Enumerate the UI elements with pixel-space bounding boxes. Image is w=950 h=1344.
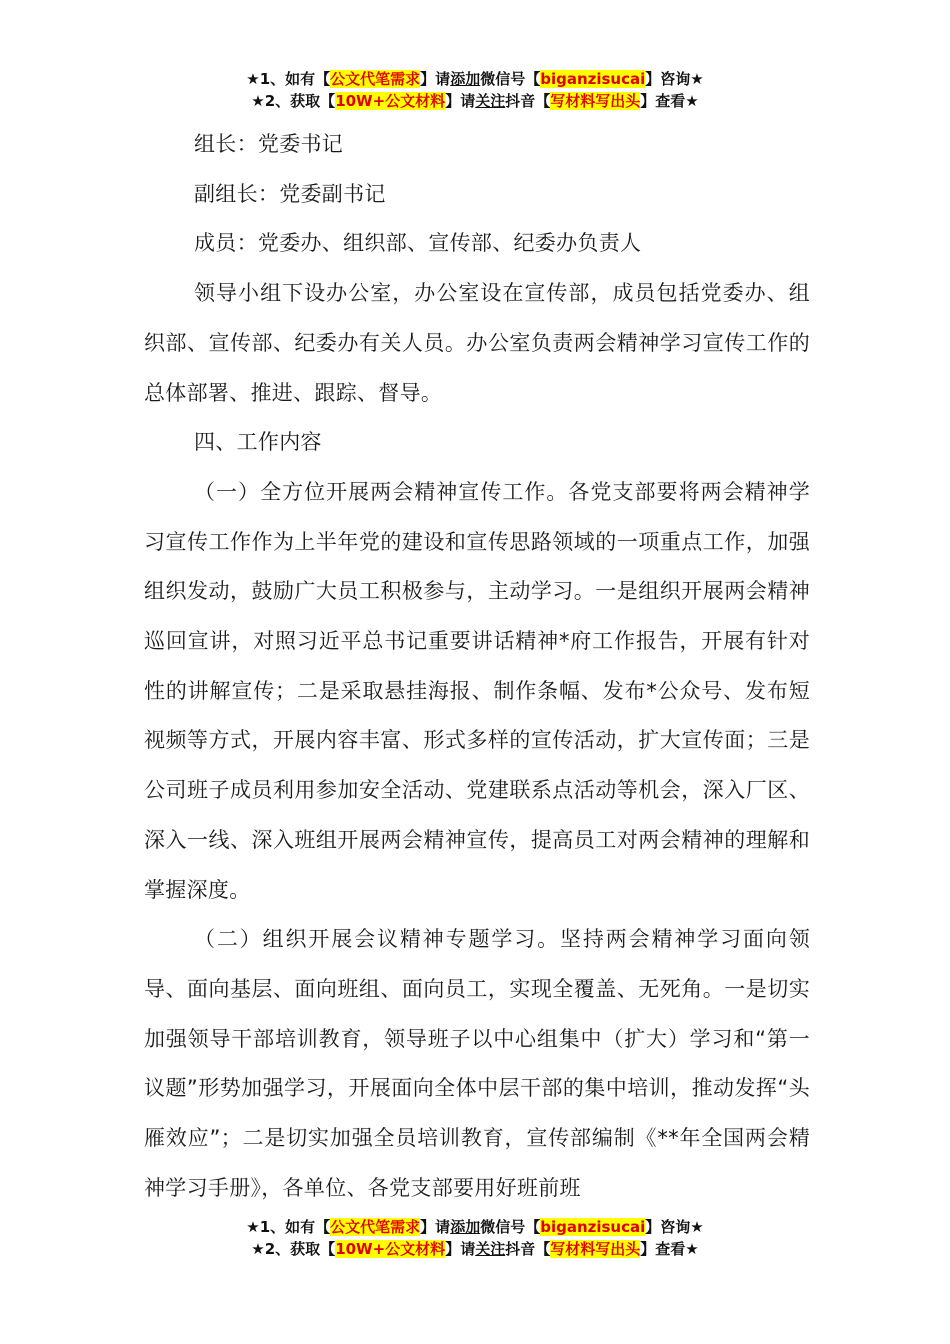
footer-promo (0, 1216, 950, 1260)
paragraph-study: （二）组织开展会议精神专题学习。坚持两会精神学习面向领导、面向基层、面向班组、面向员工，实现全覆盖、无死角。一是切实加强领导干部培训教育，领导班子以中心组集中（扩大）学习和“第一议题”形势加强学习，开展面向全体中层干部的集中培训，推动发挥“头雁效应”；二是切实加强全员培训教育，宣传部编制《**年全国两会精神学习手册》，各单位、各党支部要用好班前班 (144, 927, 810, 1200)
promo-line-2: ★2、获取【10W+公文材料】请关注抖音【写材料写出头】查看★ (251, 1240, 699, 1258)
paragraph-deputy-leader: 副组长：党委副书记 (194, 181, 386, 206)
promo-highlight: 公文代笔需求 (330, 70, 421, 88)
paragraph-office: 领导小组下设办公室，办公室设在宣传部，成员包括党委办、组织部、宣传部、纪委办有关人员。办公室负责两会精神学习宣传工作的总体部署、推进、跟踪、督导。 (144, 281, 810, 405)
header-promo (0, 68, 950, 112)
promo-highlight: 公文代笔需求 (330, 1218, 421, 1236)
promo-douyin-account: 写材料写出头 (550, 1240, 641, 1258)
promo-line-1: ★1、如有【公文代笔需求】请添加微信号【biganzisucai】咨询★ (246, 1218, 704, 1236)
promo-line-2: ★2、获取【10W+公文材料】请关注抖音【写材料写出头】查看★ (251, 92, 699, 110)
promo-wechat-id: biganzisucai (540, 70, 646, 88)
promo-highlight: 10W+公文材料 (335, 92, 446, 110)
paragraph-members: 成员：党委办、组织部、宣传部、纪委办负责人 (194, 231, 642, 256)
promo-highlight: 10W+公文材料 (335, 1240, 446, 1258)
promo-douyin-account: 写材料写出头 (550, 92, 641, 110)
document-body (144, 120, 810, 1213)
promo-wechat-id: biganzisucai (540, 1218, 646, 1236)
promo-line-1: ★1、如有【公文代笔需求】请添加微信号【biganzisucai】咨询★ (246, 70, 704, 88)
paragraph-publicity: （一）全方位开展两会精神宣传工作。各党支部要将两会精神学习宣传工作作为上半年党的建设和宣传思路领域的一项重点工作，加强组织发动，鼓励广大员工积极参与，主动学习。一是组织开展两会精神巡回宣讲，对照习近平总书记重要讲话精神*府工作报告，开展有针对性的讲解宣传；二是采取悬挂海报、制作条幅、发布*公众号、发布短视频等方式，开展内容丰富、形式多样的宣传活动，扩大宣传面；三是公司班子成员利用参加安全活动、党建联系点活动等机会，深入厂区、深入一线、深入班组开展两会精神宣传，提高员工对两会精神的理解和掌握深度。 (144, 479, 810, 902)
section-heading-work-content: 四、工作内容 (194, 430, 322, 455)
paragraph-leader: 组长：党委书记 (194, 132, 344, 156)
